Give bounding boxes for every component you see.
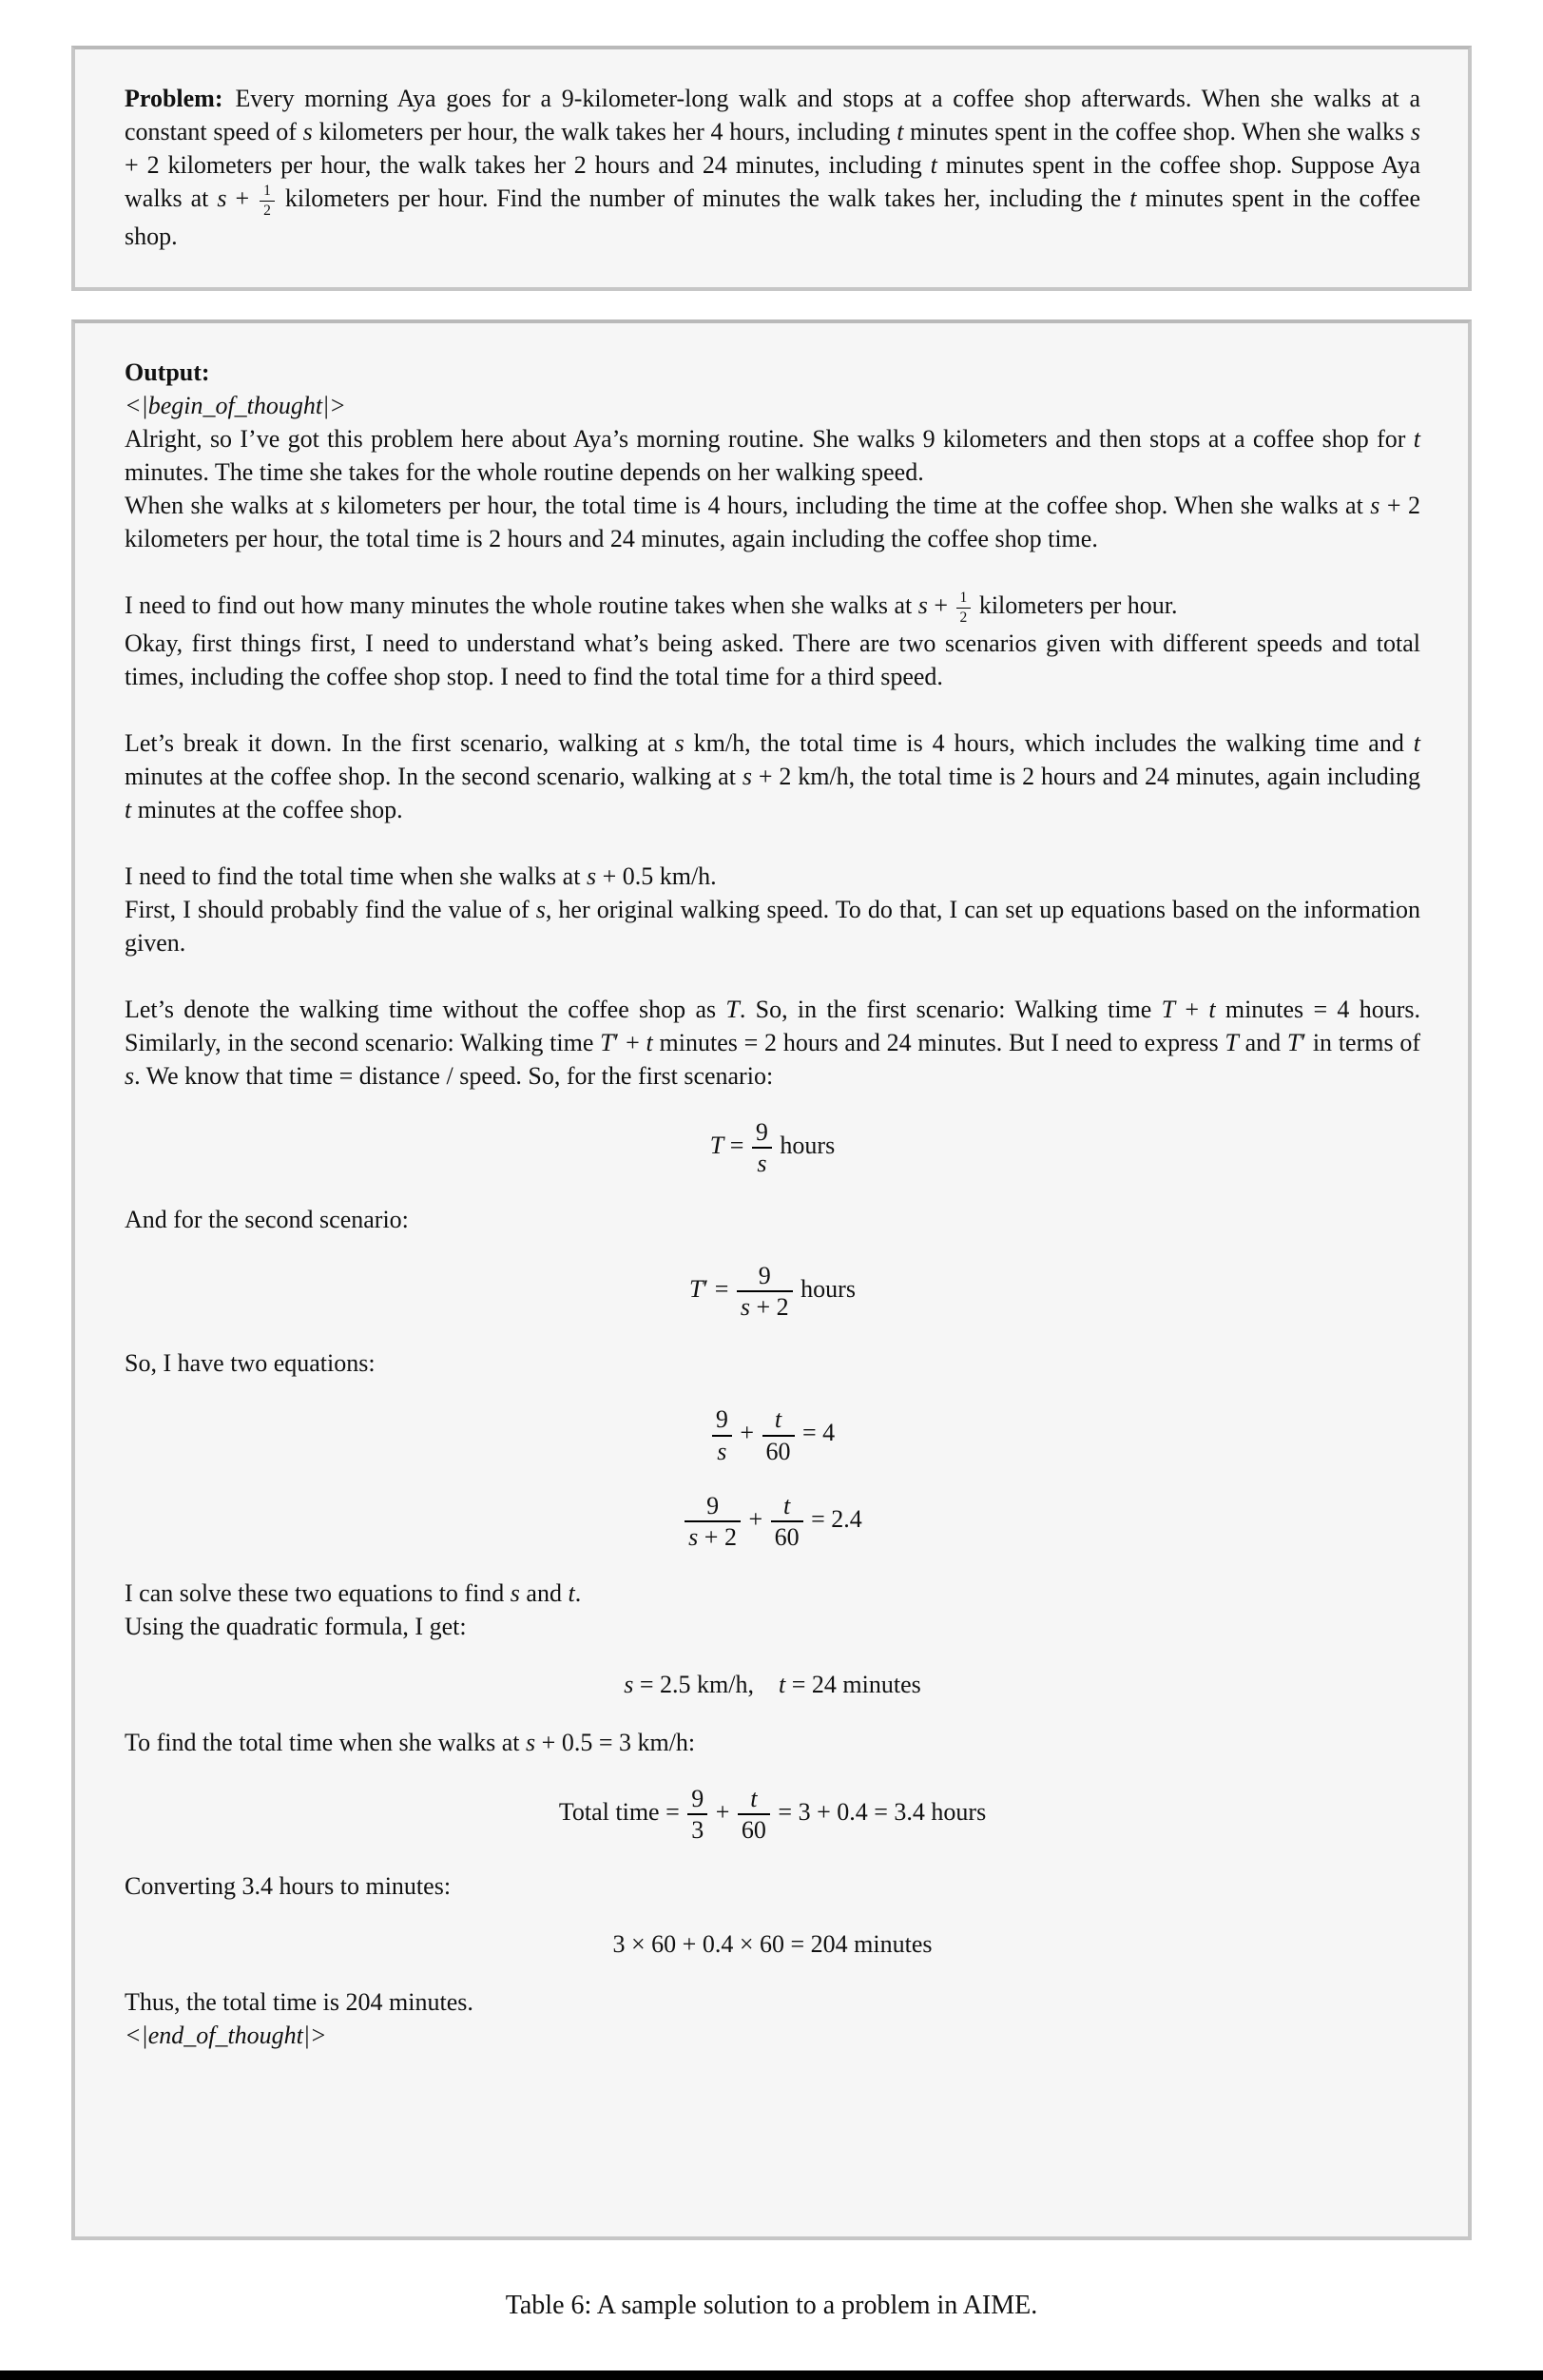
equation-total-time: Total time = $\frac{9}{3}$ + $\frac{t}{60}$ = 3 + 0.4 = 3.4 hours [558, 1784, 987, 1844]
output-label: Output: [125, 358, 210, 386]
page-bottom-rule [0, 2370, 1543, 2380]
output-paragraph: I need to find the total time when she walks at s + 0.5 km/h. [125, 861, 717, 890]
output-paragraph: First, I should probably find the value of s, her original walking speed. To do that, I can set up equations based on the information given. [125, 895, 1420, 957]
output-paragraph: Alright, so I’ve got this problem here about Aya’s morning routine. She walks 9 kilometers and then stops at a coffee shop for t minutes. The time she takes for the whole routine depends on her walking speed. [125, 424, 1420, 486]
output-paragraph: Converting 3.4 hours to minutes: [125, 1872, 452, 1901]
equation-minutes-conversion: 3 × 60 + 0.4 × 60 = 204 minutes [612, 1930, 933, 1959]
output-paragraph: And for the second scenario: [125, 1206, 409, 1234]
output-paragraph: Let’s break it down. In the first scenario, walking at s km/h, the total time is 4 hours, which includes the walking time and t minutes at the coffee shop. In the second scenario, walking at s + 2 km/h, the total time is 2 hours and 24 minutes, again including t minutes at the coffee shop. [125, 728, 1420, 823]
equation-system-2: $\frac{9}{s + 2}$ + $\frac{t}{60}$ = 2.4 [125, 1491, 1420, 1552]
equation-walking-time-T-prime: T′ = $\frac{9}{s + 2}$ hours [689, 1262, 856, 1322]
problem-text: Every morning Aya goes for a 9-kilometer-long walk and stops at a coffee shop afterwards. When she walks at a constant speed of s kilometers per hour, the walk takes her 4 hours, including t minutes spent in the coffee shop. When she walks s + 2 kilometers per hour, the walk takes her 2 hours and 24 minutes, including t minutes spent in the coffee shop. Suppose Aya walks at s + $\frac{1}{2}$ kilometers per hour. Find the number of minutes the walk takes her, including the t minutes spent in the coffee shop. [125, 85, 1421, 250]
problem-box [71, 46, 1472, 291]
output-paragraph: When she walks at s kilometers per hour, the total time is 4 hours, including the time at the coffee shop. When she walks at s + 2 kilometers per hour, the total time is 2 hours and 24 minutes, again including the coffee shop time. [125, 491, 1420, 552]
equation-solution-s-t: s = 2.5 km/h, t = 24 minutes [624, 1670, 921, 1698]
table-caption: Table 6: A sample solution to a problem in AIME. [505, 2290, 1038, 2320]
problem-label: Problem: [125, 85, 223, 112]
problem-paragraph [125, 82, 1420, 253]
end-of-thought-tag: <|end_of_thought|> [125, 2022, 327, 2050]
output-paragraph: Okay, first things first, I need to understand what’s being asked. There are two scenarios given with different speeds and total times, including the coffee shop stop. I need to find the total time for a third speed. [125, 629, 1420, 690]
begin-of-thought-tag: <|begin_of_thought|> [125, 391, 346, 419]
output-paragraph: I need to find out how many minutes the whole routine takes when she walks at s + $\frac{1}{2}$ kilometers per hour. [125, 590, 1178, 626]
output-paragraph: Using the quadratic formula, I get: [125, 1612, 467, 1640]
output-paragraph: Thus, the total time is 204 minutes. [125, 1988, 473, 2017]
equation-system-1: $\frac{9}{s}$ + $\frac{t}{60}$ = 4 [125, 1404, 1420, 1465]
output-box [71, 319, 1472, 2240]
equation-walking-time-T: T = $\frac{9}{s}$ hours [709, 1117, 836, 1178]
output-paragraph: Let’s denote the walking time without the coffee shop as T. So, in the first scenario: Walking time T + t minutes = 4 hours. Similarly, in the second scenario: Walking time T′ + t minutes = 2 hours and 24 minutes. But I need to express T and T′ in terms of s. We know that time = distance / speed. So, for the first scenario: [125, 995, 1421, 1090]
output-paragraph: So, I have two equations: [125, 1349, 376, 1378]
output-paragraph: To find the total time when she walks at s + 0.5 = 3 km/h: [125, 1728, 696, 1756]
output-paragraph: I can solve these two equations to find s and t. [125, 1578, 582, 1607]
